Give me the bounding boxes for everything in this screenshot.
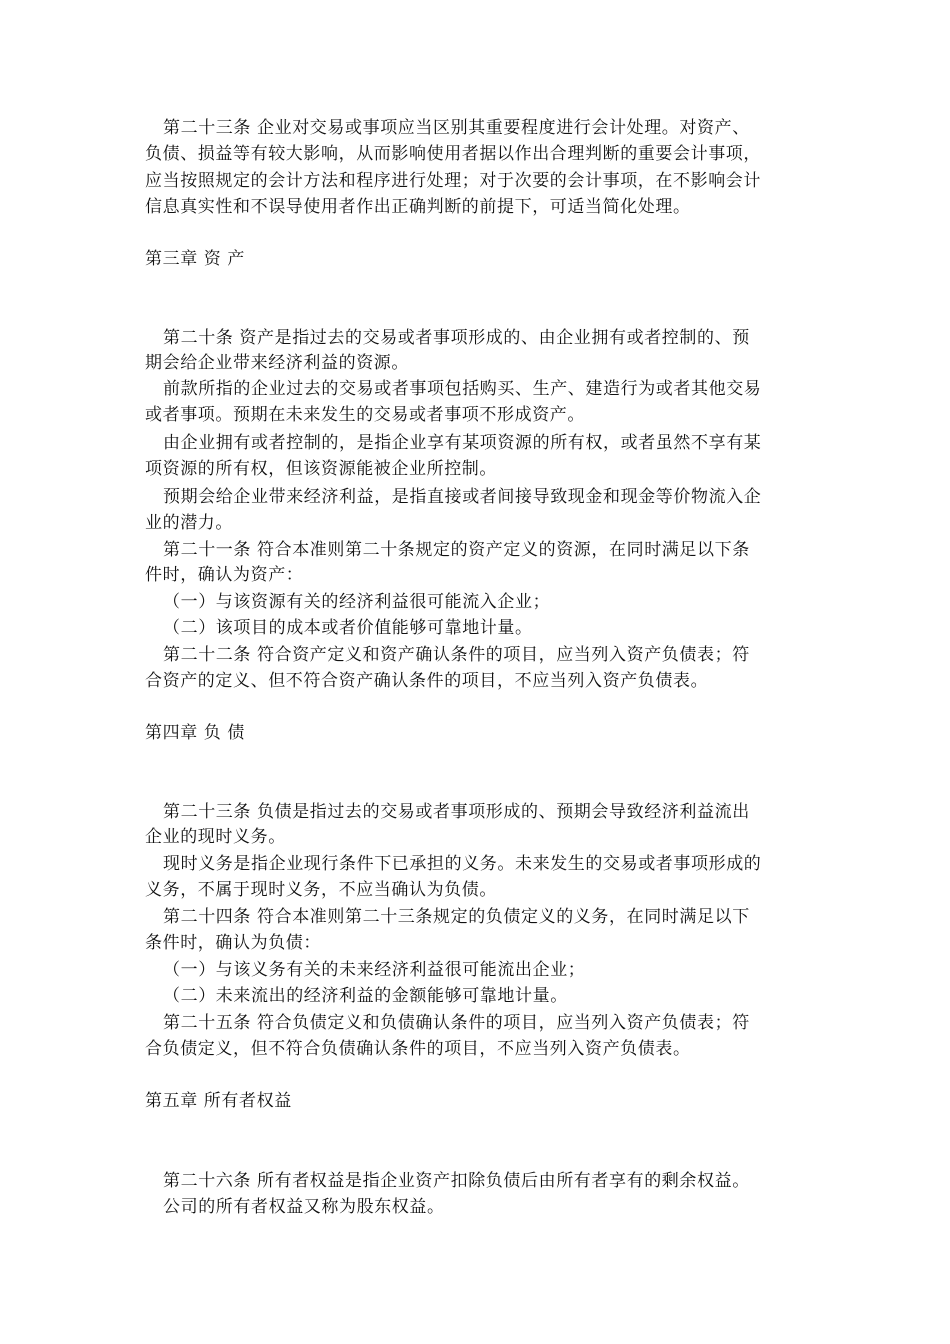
text-line: （二）未来流出的经济利益的金额能够可靠地计量。	[163, 986, 568, 1006]
text-line: 第二十一条 符合本准则第二十条规定的资产定义的资源，在同时满足以下条	[163, 540, 750, 560]
chapter-heading: 第四章 负 债	[145, 723, 246, 743]
text-line: 合负债定义，但不符合负债确认条件的项目，不应当列入资产负债表。	[145, 1039, 691, 1059]
text-line: 预期会给企业带来经济利益，是指直接或者间接导致现金和现金等价物流入企	[163, 487, 762, 507]
text-line: 公司的所有者权益又称为股东权益。	[163, 1197, 445, 1217]
text-line: 第二十二条 符合资产定义和资产确认条件的项目，应当列入资产负债表；符	[163, 645, 750, 665]
text-line: 第二十五条 符合负债定义和负债确认条件的项目，应当列入资产负债表；符	[163, 1013, 750, 1033]
text-line: 应当按照规定的会计方法和程序进行处理；对于次要的会计事项，在不影响会计	[145, 171, 761, 191]
text-line: 现时义务是指企业现行条件下已承担的义务。未来发生的交易或者事项形成的	[163, 854, 762, 874]
text-line: 件时，确认为资产：	[145, 565, 304, 585]
text-line: 第二十条 资产是指过去的交易或者事项形成的、由企业拥有或者控制的、预	[163, 328, 750, 348]
text-line: 项资源的所有权，但该资源能被企业所控制。	[145, 459, 497, 479]
text-line: 第二十六条 所有者权益是指企业资产扣除负债后由所有者享有的剩余权益。	[163, 1171, 750, 1191]
chapter-heading: 第三章 资 产	[145, 249, 246, 269]
text-line: （二）该项目的成本或者价值能够可靠地计量。	[163, 618, 533, 638]
text-line: 信息真实性和不误导使用者作出正确判断的前提下，可适当简化处理。	[145, 197, 691, 217]
chapter-heading: 第五章 所有者权益	[145, 1091, 292, 1111]
text-line: 由企业拥有或者控制的，是指企业享有某项资源的所有权，或者虽然不享有某	[163, 433, 762, 453]
text-line: （一）与该义务有关的未来经济利益很可能流出企业；	[163, 960, 586, 980]
text-line: 第二十三条 负债是指过去的交易或者事项形成的、预期会导致经济利益流出	[163, 802, 750, 822]
text-line: 前款所指的企业过去的交易或者事项包括购买、生产、建造行为或者其他交易	[163, 379, 762, 399]
text-line: 或者事项。预期在未来发生的交易或者事项不形成资产。	[145, 405, 585, 425]
text-line: （一）与该资源有关的经济利益很可能流入企业；	[163, 592, 551, 612]
text-line: 期会给企业带来经济利益的资源。	[145, 353, 409, 373]
text-line: 负债、损益等有较大影响，从而影响使用者据以作出合理判断的重要会计事项，	[145, 144, 761, 164]
text-line: 合资产的定义、但不符合资产确认条件的项目，不应当列入资产负债表。	[145, 671, 709, 691]
text-line: 企业的现时义务。	[145, 827, 286, 847]
text-line: 业的潜力。	[145, 513, 233, 533]
text-line: 第二十三条 企业对交易或事项应当区别其重要程度进行会计处理。对资产、	[163, 118, 750, 138]
text-line: 第二十四条 符合本准则第二十三条规定的负债定义的义务，在同时满足以下	[163, 907, 750, 927]
text-line: 条件时，确认为负债：	[145, 933, 321, 953]
text-line: 义务，不属于现时义务，不应当确认为负债。	[145, 880, 497, 900]
